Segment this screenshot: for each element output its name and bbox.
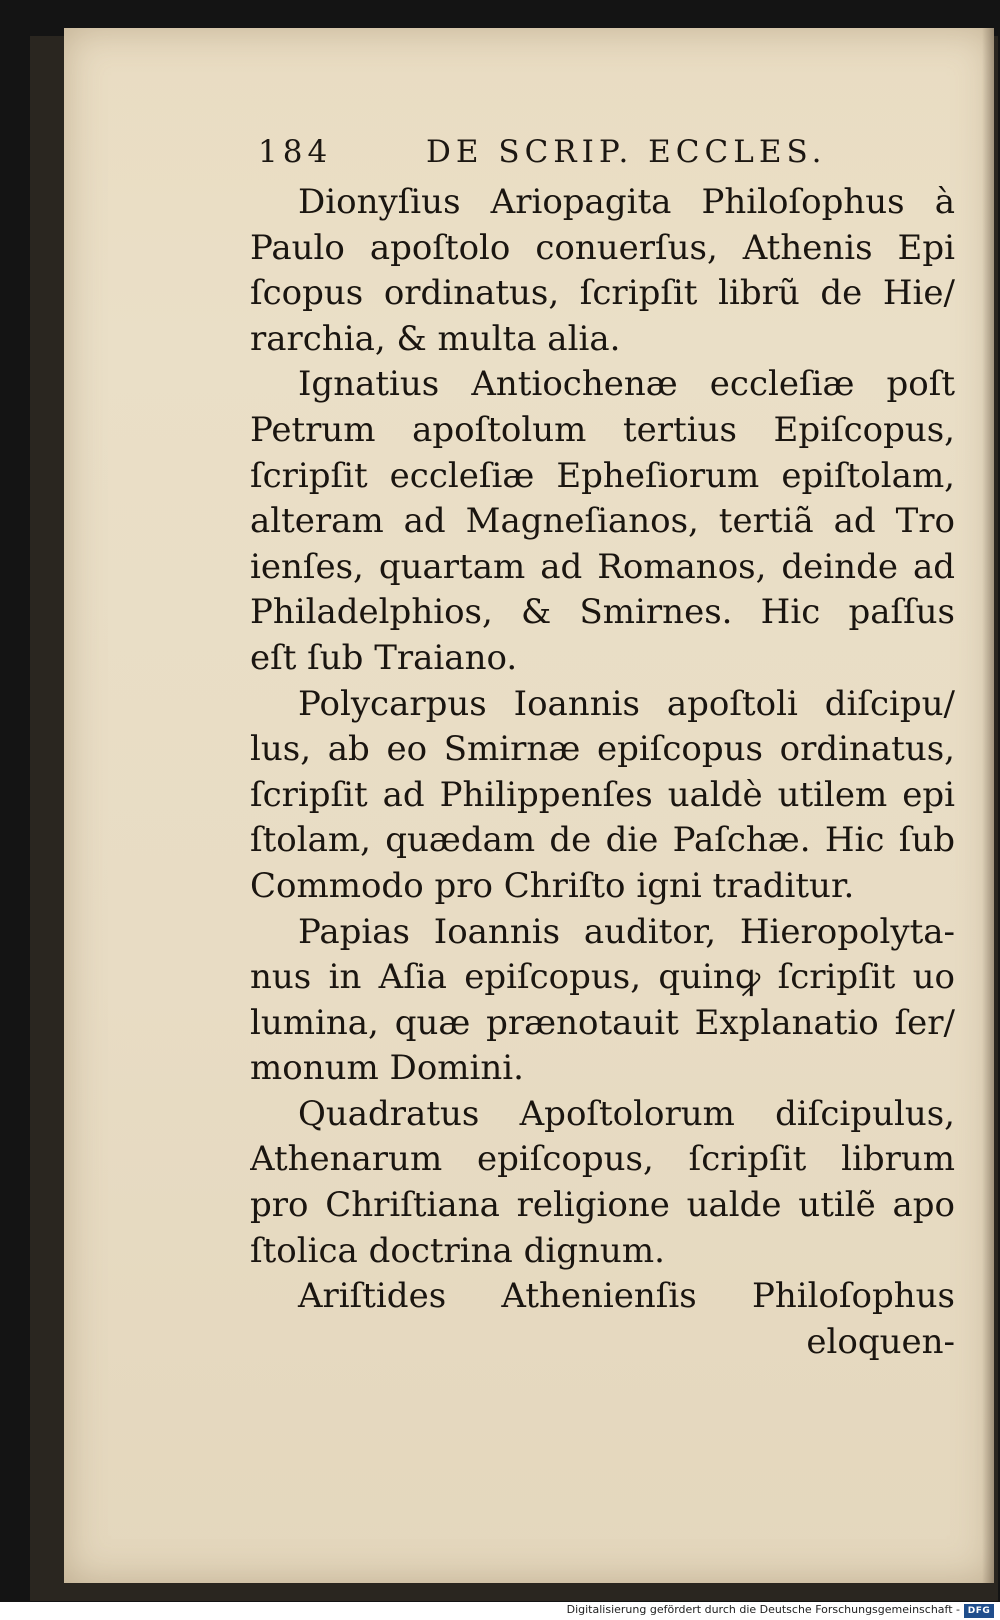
text-line: lus, ab eo Smirnæ epiſcopus ordinatus,	[250, 729, 955, 770]
text-line: Dionyſius Ariopagita Philoſophus à	[298, 182, 955, 222]
page-number: 184	[258, 134, 333, 170]
digitization-footer	[0, 1602, 1000, 1620]
text-line: Ignatius Antiochenæ eccleſiæ poſt	[298, 364, 955, 405]
text-line: ſcripſit eccleſiæ Epheſiorum epiſtolam,	[250, 455, 955, 496]
text-line: Ariſtides Athenienſis Philoſophus	[298, 1276, 955, 1317]
text-line: Polycarpus Ioannis apoſtoli diſcipu/	[298, 683, 955, 724]
text-line: Philadelphios, & Smirnes. Hic paſſus	[250, 592, 955, 633]
text-line: ſcripſit ad Philippenſes ualdè utilem epi	[250, 774, 955, 815]
text-line: rarchia, & multa alia.	[250, 318, 621, 359]
text-line: Athenarum epiſcopus, ſcripſit librum	[250, 1139, 955, 1180]
text-line: Paulo apoſtolo conuerſus, Athenis Epi	[250, 227, 955, 268]
funding-credit: Digitalisierung gefördert durch die Deutsche Forschungsgemeinschaft -	[566, 1603, 960, 1616]
text-line: lumina, quæ prænotauit Explanatio ſer/	[250, 1002, 955, 1043]
dfg-logo: DFG	[964, 1604, 994, 1618]
text-line: eſt ſub Traiano.	[250, 637, 518, 678]
text-line: Commodo pro Chriſto igni traditur.	[250, 865, 855, 906]
text-line: Papias Ioannis auditor, Hieropolyta-	[298, 911, 955, 952]
text-line: ſtolica doctrina dignum.	[250, 1230, 665, 1271]
running-head	[258, 134, 828, 174]
text-line: Quadratus Apoſtolorum diſcipulus,	[298, 1093, 955, 1134]
text-line: ienſes, quartam ad Romanos, deinde ad	[250, 546, 955, 587]
text-line: monum Domini.	[250, 1048, 524, 1089]
text-line: Petrum apoſtolum tertius Epiſcopus,	[250, 409, 955, 450]
catchword: eloquen-	[806, 1321, 955, 1362]
running-title: DE SCRIP. ECCLES.	[426, 134, 827, 170]
text-line: pro Chriſtiana religione ualde utilẽ apo	[250, 1185, 955, 1226]
text-line: nus in Aſia epiſcopus, quinꝙ ſcripſit uo	[250, 957, 955, 998]
page-edge	[982, 28, 994, 1583]
text-line: ſtolam, quædam de die Paſchæ. Hic ſub	[250, 820, 955, 861]
text-line: ſcopus ordinatus, ſcripſit librũ de Hie/	[250, 273, 955, 314]
body-text	[250, 180, 955, 1365]
text-line: alteram ad Magneſianos, tertiã ad Tro	[250, 501, 955, 542]
